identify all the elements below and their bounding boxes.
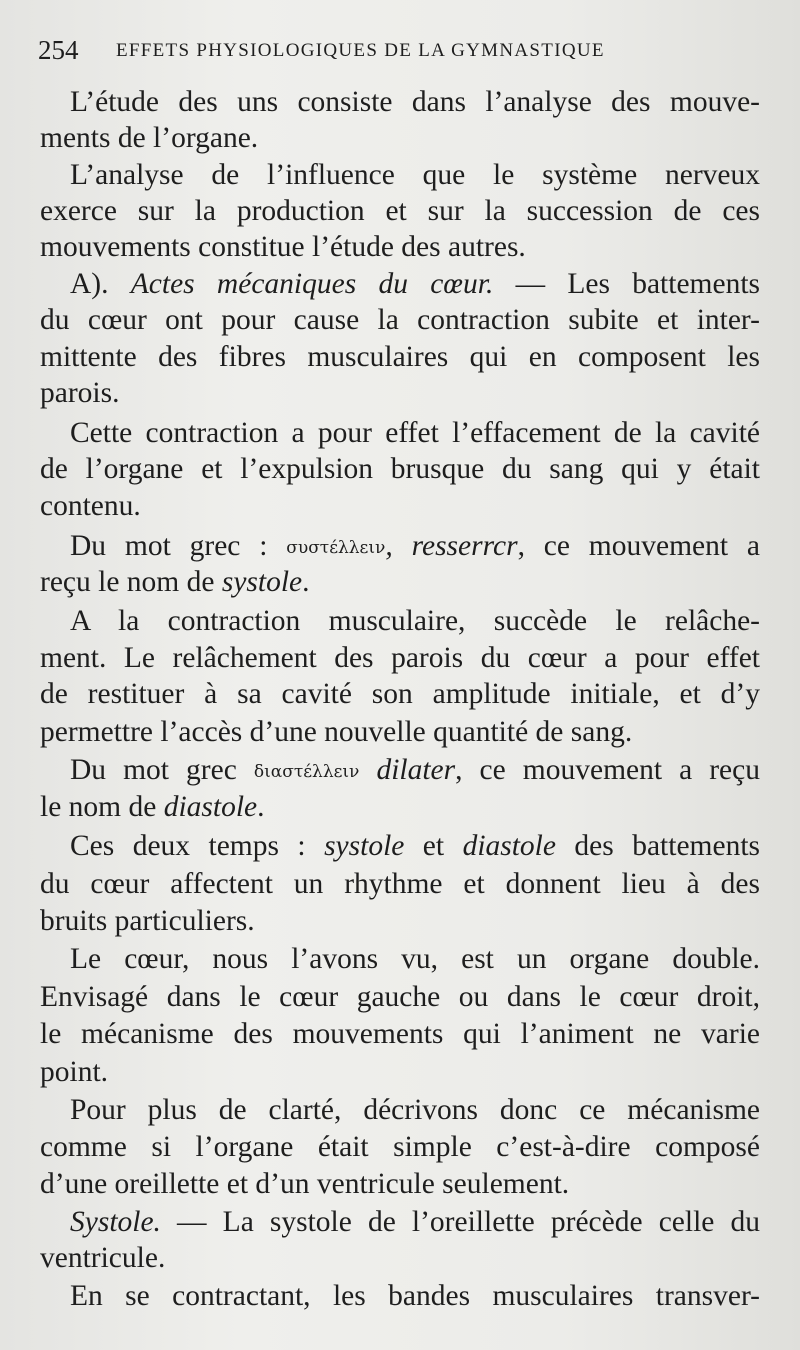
running-head: EFFETS PHYSIOLOGIQUES DE LA GYMNASTIQUE (116, 40, 605, 61)
text-line: de restituer à sa cavité son amplitude initiale, et d’y (40, 678, 760, 710)
section-heading-line (40, 266, 760, 302)
italic-word: , resserrcr (385, 530, 518, 562)
italic-word: systole (221, 566, 303, 598)
text-line: le mécanisme des mouvements qui l’animent ne varie (40, 1018, 760, 1050)
line-segment: , ce mouvement a reçu (455, 754, 760, 786)
page-header (38, 34, 760, 66)
line-segment: reçu le nom de (40, 566, 222, 598)
text-line (40, 564, 760, 600)
text-line: point. (40, 1056, 109, 1088)
italic-word: diastole (462, 830, 556, 862)
line-segment: , ce mouvement a (517, 530, 760, 562)
line-segment: et (404, 830, 463, 862)
text-line: Le cœur, nous l’avons vu, est un organe double. (70, 943, 760, 975)
text-line: Envisagé dans le cœur gauche ou dans le cœur droit, (40, 981, 760, 1013)
text-line (40, 789, 760, 825)
line-segment: Du mot grec : (70, 530, 287, 562)
text-line (40, 828, 760, 864)
line-segment: . (257, 791, 265, 823)
text-line: d’une oreillette et d’un ventricule seulement. (40, 1168, 570, 1200)
line-segment: . (302, 566, 310, 598)
text-line: contenu. (40, 490, 141, 522)
italic-word: Systole. (70, 1206, 161, 1238)
text-line (40, 1204, 760, 1240)
italic-word: diastole (163, 791, 258, 823)
text-line: comme si l’organe était simple c’est-à-dire composé (40, 1131, 760, 1163)
text-line: mittente des fibres musculaires qui en composent les (40, 341, 760, 373)
line-segment: — Les battements (493, 268, 761, 300)
text-line (40, 528, 760, 566)
text-line: exerce sur la production et sur la succession de ces (40, 195, 760, 227)
line-segment: le nom de (40, 791, 164, 823)
text-line: mouvements constitue l’étude des autres. (40, 231, 526, 263)
text-line: Pour plus de clarté, décrivons donc ce mécanisme (70, 1094, 760, 1126)
text-line: permettre l’accès d’une nouvelle quantité de sang. (40, 716, 633, 748)
text-line: ments de l’organe. (40, 122, 259, 154)
text-line: du cœur affectent un rhythme et donnent lieu à des (40, 868, 760, 900)
line-segment: des battements (555, 830, 761, 862)
line-segment: Du mot grec (70, 754, 254, 786)
text-line: A la contraction musculaire, succède le relâche- (70, 605, 760, 637)
text-line: L’étude des uns consiste dans l’analyse des mouve- (70, 86, 760, 118)
text-line: bruits particuliers. (40, 905, 255, 937)
line-segment: A). (70, 268, 131, 300)
text-line: parois. (40, 377, 120, 409)
page-number: 254 (38, 35, 79, 65)
italic-word: dilater (359, 754, 456, 786)
text-line: de l’organe et l’expulsion brusque du sang qui y était (40, 453, 760, 485)
line-segment: — La systole de l’oreillette précède celle du (160, 1206, 760, 1238)
italic-word: systole (324, 830, 405, 862)
section-title: Actes mécaniques du cœur. (130, 268, 494, 300)
text-line: ment. Le relâchement des parois du cœur a pour effet (40, 642, 760, 674)
text-line: L’analyse de l’influence que le système nerveux (70, 159, 760, 191)
text-line: ventricule. (40, 1242, 166, 1274)
greek-word: συστέλλειν (286, 538, 386, 558)
line-segment: Ces deux temps : (70, 830, 325, 862)
text-line: Cette contraction a pour effet l’effacement de la cavité (70, 417, 760, 449)
text-line: du cœur ont pour cause la contraction subite et inter- (40, 304, 760, 336)
text-line (40, 752, 760, 790)
greek-word: διαστέλλειν (253, 762, 360, 782)
text-line: En se contractant, les bandes musculaires transver- (70, 1280, 760, 1312)
